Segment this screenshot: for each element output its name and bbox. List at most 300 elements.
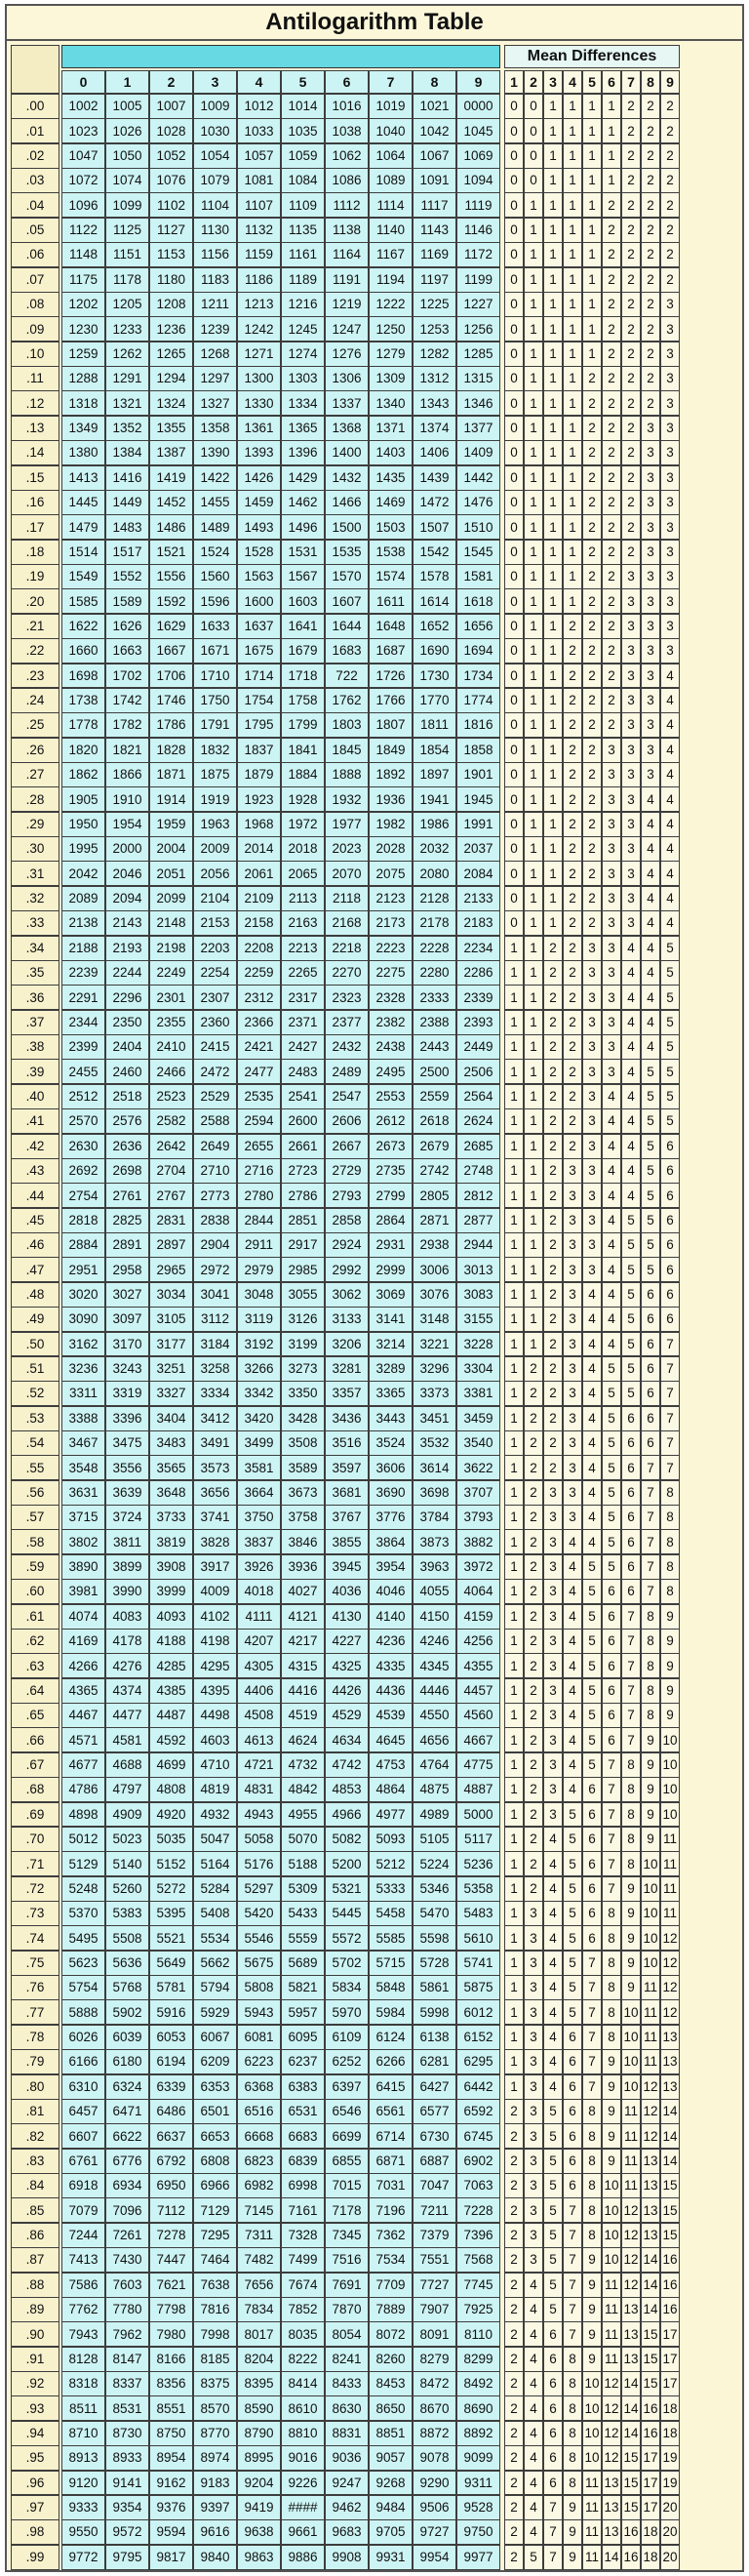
- antilog-value-cell: 2099: [149, 886, 193, 911]
- antilog-value-cell: 6209: [193, 2049, 237, 2074]
- mean-difference-cell: 1: [524, 762, 543, 787]
- mean-difference-cell: 1: [543, 218, 563, 243]
- antilog-value-cell: 2582: [149, 1108, 193, 1134]
- mean-difference-cell: 3: [543, 1480, 563, 1506]
- mean-difference-cell: 6: [582, 1925, 602, 1951]
- antilog-value-cell: 8279: [413, 2347, 456, 2372]
- antilog-value-cell: 1227: [456, 292, 500, 317]
- mean-difference-cell: 2: [504, 2273, 524, 2298]
- antilog-value-cell: 1507: [413, 514, 456, 540]
- mean-difference-cell: 1: [524, 1134, 543, 1159]
- antilog-value-cell: 4853: [325, 1777, 369, 1802]
- mean-difference-cell: 8: [602, 1901, 621, 1926]
- mean-difference-cell: 4: [524, 2273, 543, 2298]
- antilog-value-cell: 2472: [193, 1059, 237, 1084]
- antilog-value-cell: 1099: [105, 192, 149, 218]
- antilog-value-cell: 5483: [456, 1901, 500, 1926]
- mean-difference-cell: 0: [504, 712, 524, 738]
- mean-difference-cell: 7: [602, 1876, 621, 1902]
- antilog-value-cell: 8185: [193, 2347, 237, 2372]
- mean-difference-cell: 3: [524, 2247, 543, 2273]
- antilog-value-cell: 2999: [369, 1257, 413, 1282]
- antilog-value-cell: 1089: [369, 168, 413, 193]
- mean-difference-cell: 1: [524, 192, 543, 218]
- row-label: .30: [11, 836, 59, 862]
- mean-difference-cell: 2: [543, 1034, 563, 1060]
- mean-difference-cell: 11: [641, 2049, 660, 2074]
- mean-difference-cell: 4: [641, 786, 660, 812]
- mean-difference-cell: 3: [524, 2197, 543, 2223]
- mean-difference-cell: 3: [621, 886, 641, 911]
- antilog-value-cell: 1567: [281, 564, 325, 589]
- antilog-value-cell: 8810: [281, 2421, 325, 2446]
- antilog-value-cell: 6699: [325, 2123, 369, 2149]
- antilog-value-cell: 1734: [456, 664, 500, 689]
- antilog-value-cell: 8531: [105, 2395, 149, 2421]
- antilog-value-cell: 7228: [456, 2197, 500, 2223]
- antilog-value-cell: 5610: [456, 1925, 500, 1951]
- antilog-value-cell: 1841: [281, 738, 325, 763]
- antilog-value-cell: 7870: [325, 2297, 369, 2322]
- antilog-value-cell: 1107: [237, 192, 281, 218]
- mean-difference-cell: 1: [563, 514, 582, 540]
- antilog-value-cell: 1156: [193, 242, 237, 267]
- antilog-value-cell: 7430: [105, 2247, 149, 2273]
- log-column-header: 8: [413, 70, 456, 94]
- mean-difference-cell: 5: [563, 1901, 582, 1926]
- antilog-value-cell: 1140: [369, 218, 413, 243]
- log-column-header: 3: [193, 70, 237, 94]
- antilog-value-cell: 3524: [369, 1430, 413, 1456]
- antilog-value-cell: 3266: [237, 1356, 281, 1382]
- antilog-value-cell: 4027: [281, 1579, 325, 1604]
- mean-difference-cell: 4: [563, 1752, 582, 1778]
- antilog-value-cell: 4436: [369, 1678, 413, 1704]
- mean-difference-cell: 4: [602, 1208, 621, 1233]
- antilog-value-cell: 2084: [456, 861, 500, 886]
- antilog-value-cell: 1390: [193, 440, 237, 465]
- mean-difference-cell: 10: [641, 1901, 660, 1926]
- antilog-value-cell: 1626: [105, 614, 149, 639]
- mean-difference-cell: 0: [504, 366, 524, 391]
- mean-difference-cell: 2: [504, 2471, 524, 2496]
- mean-difference-cell: 1: [504, 960, 524, 986]
- mean-difference-cell: 3: [543, 1529, 563, 1554]
- mean-difference-cell: 5: [660, 1059, 680, 1084]
- mean-difference-cell: 3: [563, 1183, 582, 1208]
- mean-difference-cell: 10: [641, 1876, 660, 1902]
- antilog-value-cell: 7328: [281, 2223, 325, 2248]
- row-label: .21: [11, 614, 59, 639]
- antilog-value-cell: 2455: [61, 1059, 105, 1084]
- mean-difference-cell: 7: [660, 1332, 680, 1357]
- row-label: .10: [11, 342, 59, 367]
- mean-difference-cell: 3: [602, 786, 621, 812]
- mean-difference-cell: 1: [543, 440, 563, 465]
- mean-difference-cell: 2: [660, 143, 680, 169]
- row-label: .08: [11, 292, 59, 317]
- log-column-header: 1: [105, 70, 149, 94]
- mean-difference-cell: 6: [621, 1529, 641, 1554]
- mean-difference-cell: 2: [602, 614, 621, 639]
- antilog-value-cell: 7816: [193, 2297, 237, 2322]
- mean-difference-cell: 2: [504, 2347, 524, 2372]
- antilog-value-cell: 1936: [369, 786, 413, 812]
- antilog-value-cell: 3908: [149, 1554, 193, 1580]
- antilog-value-cell: 9506: [413, 2495, 456, 2520]
- mean-difference-cell: 2: [602, 242, 621, 267]
- mean-difference-cell: 0: [504, 490, 524, 515]
- antilog-value-cell: 6934: [105, 2173, 149, 2198]
- mean-difference-cell: 3: [563, 1307, 582, 1332]
- antilog-value-cell: 1982: [369, 812, 413, 837]
- mean-difference-cell: 10: [641, 1851, 660, 1876]
- mean-difference-cell: 16: [660, 2297, 680, 2322]
- antilog-value-cell: 2891: [105, 1232, 149, 1258]
- mean-difference-cell: 1: [524, 688, 543, 713]
- antilog-value-cell: 4875: [413, 1777, 456, 1802]
- mean-difference-cell: 5: [563, 1876, 582, 1902]
- antilog-value-cell: 5741: [456, 1951, 500, 1976]
- mean-difference-cell: 11: [602, 2347, 621, 2372]
- mean-difference-cell: 1: [504, 1332, 524, 1357]
- antilog-value-cell: 3698: [413, 1480, 456, 1506]
- antilog-value-cell: 1239: [193, 316, 237, 342]
- antilog-value-cell: 3090: [61, 1307, 105, 1332]
- antilog-value-cell: 1629: [149, 614, 193, 639]
- antilog-value-cell: 5272: [149, 1876, 193, 1902]
- antilog-value-cell: 2080: [413, 861, 456, 886]
- antilog-value-cell: 3793: [456, 1505, 500, 1530]
- row-label: .12: [11, 390, 59, 416]
- mean-difference-cell: 2: [582, 416, 602, 441]
- antilog-value-cell: 4198: [193, 1629, 237, 1654]
- antilog-value-cell: 1057: [237, 143, 281, 169]
- mean-difference-cell: 4: [582, 1430, 602, 1456]
- mean-difference-cell: 4: [621, 1183, 641, 1208]
- antilog-value-cell: 9311: [456, 2471, 500, 2496]
- mean-difference-cell: 5: [582, 1579, 602, 1604]
- antilog-value-cell: 2767: [149, 1183, 193, 1208]
- antilog-value-cell: 1945: [456, 786, 500, 812]
- row-label: .35: [11, 960, 59, 986]
- mean-difference-cell: 15: [641, 2371, 660, 2396]
- mean-difference-cell: 2: [563, 1059, 582, 1084]
- mean-difference-cell: 1: [524, 440, 543, 465]
- mean-difference-cell: 2: [563, 664, 582, 689]
- antilog-value-cell: 1807: [369, 712, 413, 738]
- mean-difference-cell: 5: [582, 1678, 602, 1704]
- antilog-value-cell: 6471: [105, 2099, 149, 2124]
- row-label: .85: [11, 2197, 59, 2223]
- antilog-value-cell: 1086: [325, 168, 369, 193]
- antilog-value-cell: 7482: [237, 2247, 281, 2273]
- antilog-value-cell: 3350: [281, 1381, 325, 1406]
- mean-difference-cell: 4: [582, 1332, 602, 1357]
- row-label: .13: [11, 416, 59, 441]
- antilog-value-cell: 7709: [369, 2273, 413, 2298]
- mean-difference-cell: 2: [524, 1381, 543, 1406]
- mean-difference-cell: 4: [543, 1999, 563, 2025]
- antilog-value-cell: 5297: [237, 1876, 281, 1902]
- row-label: .59: [11, 1554, 59, 1580]
- mean-difference-cell: 3: [641, 712, 660, 738]
- antilog-value-cell: 1854: [413, 738, 456, 763]
- antilog-value-cell: 1452: [149, 490, 193, 515]
- mean-difference-cell: 2: [582, 588, 602, 614]
- antilog-value-cell: 4217: [281, 1629, 325, 1654]
- antilog-value-cell: 5702: [325, 1951, 369, 1976]
- antilog-value-cell: 7586: [61, 2273, 105, 2298]
- mean-difference-cell: 4: [660, 712, 680, 738]
- mean-difference-cell: 1: [524, 366, 543, 391]
- row-label: .88: [11, 2273, 59, 2298]
- antilog-value-cell: 1306: [325, 366, 369, 391]
- mean-difference-cell: 3: [563, 1282, 582, 1308]
- mean-difference-cell: 3: [660, 540, 680, 565]
- antilog-value-cell: 5395: [149, 1901, 193, 1926]
- antilog-value-cell: 2399: [61, 1034, 105, 1060]
- antilog-value-cell: 3097: [105, 1307, 149, 1332]
- antilog-value-cell: 4688: [105, 1752, 149, 1778]
- mean-difference-cell: 2: [543, 1208, 563, 1233]
- mean-difference-cell: 12: [660, 1975, 680, 2000]
- mean-difference-cell: 1: [543, 292, 563, 317]
- antilog-value-cell: 2312: [237, 985, 281, 1010]
- antilog-value-cell: 1205: [105, 292, 149, 317]
- mean-difference-cell: 3: [563, 1430, 582, 1456]
- mean-difference-cell: 4: [582, 1505, 602, 1530]
- mean-difference-cell: 1: [504, 1034, 524, 1060]
- mean-difference-cell: 1: [543, 342, 563, 367]
- mean-difference-cell: 3: [660, 342, 680, 367]
- antilog-value-cell: 5794: [193, 1975, 237, 2000]
- mean-difference-cell: 2: [621, 416, 641, 441]
- antilog-value-cell: 3855: [325, 1529, 369, 1554]
- antilog-value-cell: 1888: [325, 762, 369, 787]
- antilog-value-cell: 1069: [456, 143, 500, 169]
- mean-difference-cell: 7: [660, 1430, 680, 1456]
- antilog-value-cell: 7379: [413, 2223, 456, 2248]
- mean-difference-cell: 2: [582, 490, 602, 515]
- mean-difference-cell: 11: [660, 1827, 680, 1852]
- mean-difference-cell: 9: [660, 1629, 680, 1654]
- antilog-value-cell: 1726: [369, 664, 413, 689]
- antilog-value-cell: 9572: [105, 2519, 149, 2545]
- mean-difference-cell: 9: [621, 1876, 641, 1902]
- antilog-value-cell: 8318: [61, 2371, 105, 2396]
- antilog-value-cell: 4539: [369, 1703, 413, 1728]
- mean-difference-cell: 7: [641, 1480, 660, 1506]
- antilog-value-cell: 1352: [105, 416, 149, 441]
- mean-difference-cell: 2: [563, 638, 582, 664]
- mean-difference-cell: 3: [563, 1480, 582, 1506]
- mean-difference-cell: 2: [524, 1827, 543, 1852]
- mean-difference-cell: 1: [543, 638, 563, 664]
- antilog-value-cell: 1153: [149, 242, 193, 267]
- mean-difference-cell: 3: [660, 588, 680, 614]
- mean-difference-cell: 1: [524, 390, 543, 416]
- antilog-value-cell: 1432: [325, 465, 369, 491]
- antilog-value-cell: 2249: [149, 960, 193, 986]
- antilog-value-cell: 7295: [193, 2223, 237, 2248]
- antilog-value-cell: 1222: [369, 292, 413, 317]
- antilog-value-cell: 1479: [61, 514, 105, 540]
- antilog-value-cell: 1858: [456, 738, 500, 763]
- antilog-value-cell: 1189: [281, 267, 325, 293]
- mean-difference-cell: 9: [582, 2247, 602, 2273]
- mean-difference-cell: 2: [543, 1183, 563, 1208]
- antilog-value-cell: 8570: [193, 2395, 237, 2421]
- antilog-value-cell: 9550: [61, 2519, 105, 2545]
- antilog-value-cell: 4753: [369, 1752, 413, 1778]
- mean-difference-cell: 12: [602, 2445, 621, 2471]
- mean-difference-cell: 2: [524, 1455, 543, 1480]
- mean-difference-cell: 4: [641, 812, 660, 837]
- mean-difference-cell: 2: [660, 168, 680, 193]
- antilog-value-cell: 2404: [105, 1034, 149, 1060]
- mean-difference-cell: 3: [660, 638, 680, 664]
- antilog-value-cell: 5140: [105, 1851, 149, 1876]
- antilog-value-cell: 1923: [237, 786, 281, 812]
- antilog-value-cell: 4169: [61, 1629, 105, 1654]
- mean-difference-cell: 2: [641, 292, 660, 317]
- antilog-value-cell: 7727: [413, 2273, 456, 2298]
- mean-difference-cell: 4: [524, 2421, 543, 2446]
- mean-difference-cell: 11: [621, 2173, 641, 2198]
- antilog-value-cell: 6516: [237, 2099, 281, 2124]
- mean-difference-cell: 10: [602, 2173, 621, 2198]
- mean-difference-cell: 4: [660, 786, 680, 812]
- antilog-value-cell: 6295: [456, 2049, 500, 2074]
- mean-difference-cell: 3: [660, 416, 680, 441]
- antilog-value-cell: 1396: [281, 440, 325, 465]
- mean-difference-cell: 16: [641, 2421, 660, 2446]
- mean-difference-cell: 4: [602, 1332, 621, 1357]
- antilog-value-cell: 1318: [61, 390, 105, 416]
- antilog-value-cell: 5035: [149, 1827, 193, 1852]
- mean-difference-cell: 1: [563, 588, 582, 614]
- antilog-value-cell: 1932: [325, 786, 369, 812]
- antilog-value-cell: 1849: [369, 738, 413, 763]
- mean-difference-cell: 2: [563, 688, 582, 713]
- antilog-value-cell: 4426: [325, 1678, 369, 1704]
- mean-difference-cell: 1: [504, 1975, 524, 2000]
- antilog-value-cell: 5093: [369, 1827, 413, 1852]
- mean-difference-cell: 7: [602, 1777, 621, 1802]
- mean-difference-cell: 6: [602, 1604, 621, 1630]
- mean-difference-cell: 1: [524, 1010, 543, 1035]
- mean-difference-cell: 3: [563, 1158, 582, 1184]
- antilog-value-cell: 4808: [149, 1777, 193, 1802]
- antilog-value-cell: 7762: [61, 2297, 105, 2322]
- antilog-value-cell: 7638: [193, 2273, 237, 2298]
- antilog-value-cell: 2244: [105, 960, 149, 986]
- antilog-value-cell: 2754: [61, 1183, 105, 1208]
- antilog-value-cell: 2831: [149, 1208, 193, 1233]
- antilog-value-cell: 5495: [61, 1925, 105, 1951]
- mean-difference-cell: 13: [621, 2297, 641, 2322]
- mean-difference-cell: 6: [582, 1802, 602, 1828]
- antilog-value-cell: 8995: [237, 2445, 281, 2471]
- antilog-value-cell: 1683: [325, 638, 369, 664]
- antilog-value-cell: 1521: [149, 540, 193, 565]
- mean-difference-cell: 1: [524, 1034, 543, 1060]
- mean-difference-cell: 13: [641, 2173, 660, 2198]
- row-label: .03: [11, 168, 59, 193]
- mean-difference-cell: 3: [582, 1034, 602, 1060]
- mean-difference-cell: 2: [621, 465, 641, 491]
- mean-difference-cell: 1: [524, 910, 543, 936]
- mean-difference-cell: 8: [582, 2223, 602, 2248]
- mean-difference-cell: 1: [504, 1282, 524, 1308]
- antilog-value-cell: 5546: [237, 1925, 281, 1951]
- antilog-value-cell: 1256: [456, 316, 500, 342]
- antilog-value-cell: 7907: [413, 2297, 456, 2322]
- antilog-value-cell: 2009: [193, 836, 237, 862]
- antilog-value-cell: 4742: [325, 1752, 369, 1778]
- row-label: .24: [11, 688, 59, 713]
- mean-difference-cell: 6: [621, 1406, 641, 1431]
- mean-difference-cell: 1: [504, 1703, 524, 1728]
- row-label: .50: [11, 1332, 59, 1357]
- mean-difference-cell: 4: [621, 1084, 641, 1109]
- mean-difference-cell: 2: [641, 118, 660, 143]
- antilog-value-cell: 3890: [61, 1554, 105, 1580]
- mean-difference-cell: 0: [504, 94, 524, 119]
- mean-difference-cell: 1: [582, 218, 602, 243]
- antilog-value-cell: 1986: [413, 812, 456, 837]
- antilog-value-cell: 2427: [281, 1034, 325, 1060]
- mean-difference-cell: 5: [582, 1629, 602, 1654]
- antilog-value-cell: 2286: [456, 960, 500, 986]
- antilog-value-cell: 2518: [105, 1084, 149, 1109]
- antilog-value-cell: 5957: [281, 1999, 325, 2025]
- antilog-value-cell: 4887: [456, 1777, 500, 1802]
- mean-difference-cell: 5: [621, 1381, 641, 1406]
- mean-difference-cell: 13: [641, 2223, 660, 2248]
- antilog-value-cell: 1782: [105, 712, 149, 738]
- antilog-value-cell: 9750: [456, 2519, 500, 2545]
- mean-difference-cell: 2: [621, 316, 641, 342]
- antilog-value-cell: 3499: [237, 1430, 281, 1456]
- mean-difference-cell: 4: [563, 1579, 582, 1604]
- mean-difference-cell: 1: [504, 985, 524, 1010]
- mean-difference-cell: 3: [621, 588, 641, 614]
- mean-difference-cell: 4: [563, 1703, 582, 1728]
- mean-difference-cell: 2: [602, 688, 621, 713]
- mean-difference-cell: 0: [504, 861, 524, 886]
- log-column-header: 4: [237, 70, 281, 94]
- row-label: .64: [11, 1678, 59, 1704]
- row-label: .39: [11, 1059, 59, 1084]
- mean-difference-cell: 12: [621, 2273, 641, 2298]
- mean-difference-cell: 14: [641, 2273, 660, 2298]
- antilog-value-cell: 7096: [105, 2197, 149, 2223]
- mean-difference-cell: 15: [660, 2197, 680, 2223]
- antilog-value-cell: 2296: [105, 985, 149, 1010]
- mean-difference-cell: 2: [582, 390, 602, 416]
- mean-difference-cell: 2: [602, 218, 621, 243]
- antilog-value-cell: 5808: [237, 1975, 281, 2000]
- mean-difference-cell: 1: [563, 218, 582, 243]
- antilog-value-cell: 3006: [413, 1257, 456, 1282]
- antilog-value-cell: 2679: [413, 1134, 456, 1159]
- mean-difference-cell: 1: [543, 836, 563, 862]
- antilog-value-cell: 9594: [149, 2519, 193, 2545]
- antilog-value-cell: 1459: [237, 490, 281, 515]
- antilog-value-cell: 2234: [456, 936, 500, 961]
